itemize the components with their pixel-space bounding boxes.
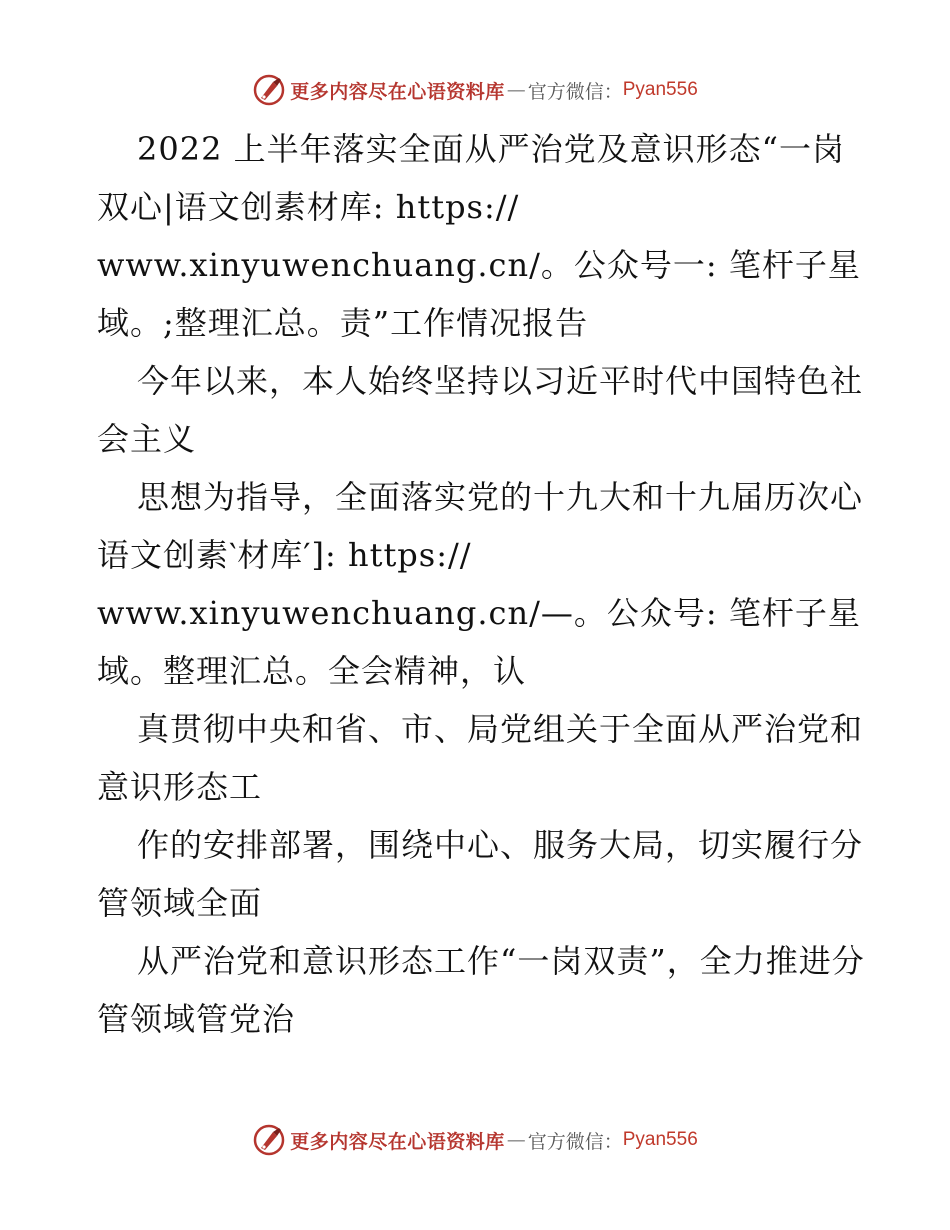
paragraph: 真贯彻中央和省、市、局党组关于全面从严治党和意识形态工 xyxy=(97,710,864,806)
paragraph: 作的安排部署，围绕中心、服务大局，切实履行分管领域全面 xyxy=(97,826,864,922)
paragraph-title: 2022 上半年落实全面从严治党及意识形态“一岗双心|语文创素材库: https:// xyxy=(97,130,845,226)
pen-nib-logo-icon xyxy=(252,73,286,107)
paragraph: 今年以来，本人始终坚持以习近平时代中国特色社会主义 xyxy=(97,362,864,458)
paragraph-title-continued: www.xinyuwenchuang.cn/。公众号一: 笔杆子星域。;整理汇总。责”工作情况报告 xyxy=(97,246,861,342)
banner-title: 更多内容尽在心语资料库 xyxy=(290,1130,505,1153)
pen-nib-logo-icon xyxy=(252,1123,286,1157)
document-body xyxy=(97,120,867,1048)
paragraph: 从严治党和意识形态工作“一岗双责”，全力推进分管领域管党治 xyxy=(97,942,865,1038)
banner-wechat-id: Pyan556 xyxy=(622,79,698,100)
banner-wechat-id: Pyan556 xyxy=(622,1129,698,1150)
banner-wechat-label: 官方微信： xyxy=(527,80,623,103)
banner-wechat-label: 官方微信： xyxy=(527,1130,623,1153)
header-banner xyxy=(0,70,950,110)
paragraph: 思想为指导，全面落实党的十九大和十九届历次心语文创素‵材库′]: https:// xyxy=(97,478,864,574)
banner-title: 更多内容尽在心语资料库 xyxy=(290,80,505,103)
banner-separator: — xyxy=(506,1129,526,1151)
footer-banner xyxy=(0,1120,950,1160)
paragraph-continued: www.xinyuwenchuang.cn/—。公众号: 笔杆子星域。整理汇总。全会精神，认 xyxy=(97,594,861,690)
banner-separator: — xyxy=(506,79,526,101)
